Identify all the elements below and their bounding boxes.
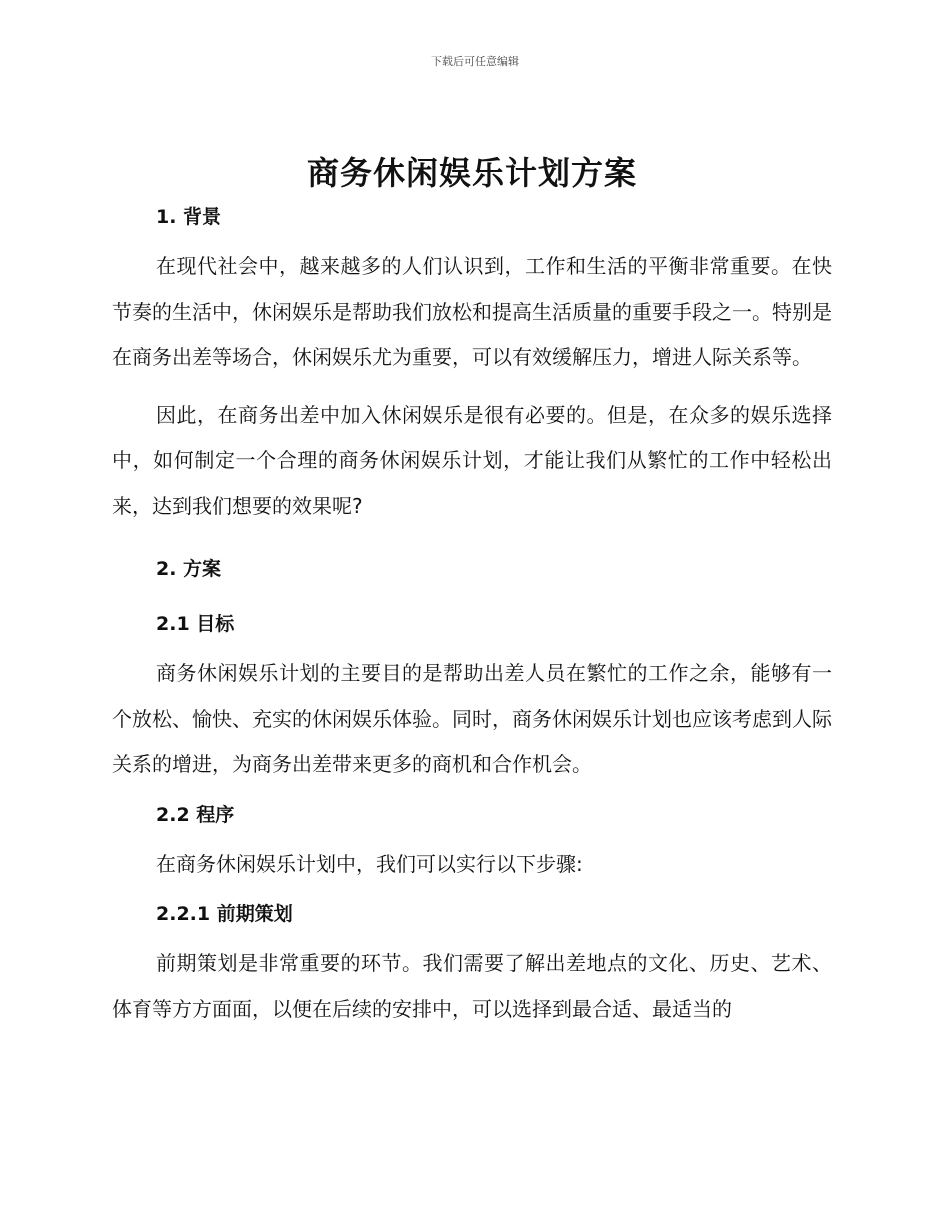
header-note: 下载后可任意编辑 [431, 55, 519, 68]
document-body [112, 148, 832, 1032]
section-heading-early-planning: 2.2.1 前期策划 [156, 903, 293, 925]
section-heading-goal: 2.1 目标 [156, 613, 235, 635]
section-heading-procedure: 2.2 程序 [156, 803, 235, 826]
section-heading-plan: 2. 方案 [156, 558, 222, 580]
paragraph-background-1: 在现代社会中，越来越多的人们认识到，工作和生活的平衡非常重要。在快节奏的生活中，休闲娱乐是帮助我们放松和提高生活质量的重要手段之一。特别是在商务出差等场合，休闲娱乐尤为重要，可以有效缓解压力，增进人际关系等。 [112, 254, 832, 369]
paragraph-background-2: 因此，在商务出差中加入休闲娱乐是很有必要的。但是，在众多的娱乐选择中，如何制定一个合理的商务休闲娱乐计划，才能让我们从繁忙的工作中轻松出来，达到我们想要的效果呢? [112, 402, 832, 518]
paragraph-procedure: 在商务休闲娱乐计划中，我们可以实行以下步骤: [156, 851, 583, 876]
document-title: 商务休闲娱乐计划方案 [306, 154, 637, 192]
paragraph-goal: 商务休闲娱乐计划的主要目的是帮助出差人员在繁忙的工作之余，能够有一个放松、愉快、充实的休闲娱乐体验。同时，商务休闲娱乐计划也应该考虑到人际关系的增进，为商务出差带来更多的商机和合作机会。 [112, 661, 832, 776]
section-heading-background: 1. 背景 [156, 206, 222, 228]
paragraph-early-planning: 前期策划是非常重要的环节。我们需要了解出差地点的文化、历史、艺术、体育等方方面面，以便在后续的安排中，可以选择到最合适、最适当的 [112, 951, 832, 1021]
